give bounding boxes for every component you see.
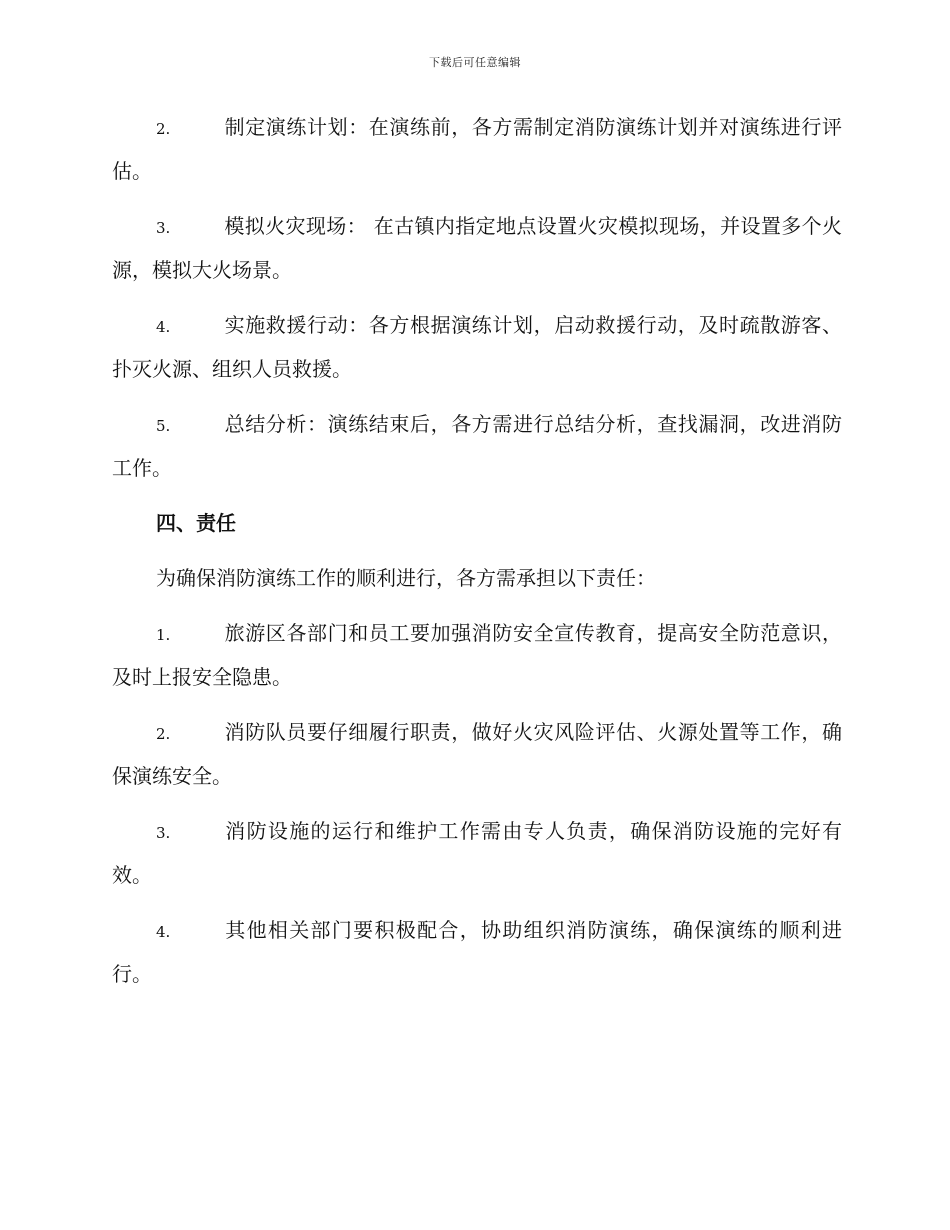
list-text: 制定演练计划：在演练前，各方需制定消防演练计划并对演练进行评估。 [112, 115, 842, 183]
list-text: 消防设施的运行和维护工作需由专人负责，确保消防设施的完好有效。 [112, 819, 842, 887]
list-text: 实施救援行动：各方根据演练计划，启动救援行动，及时疏散游客、扑灭火源、组织人员救援。 [112, 313, 842, 381]
list-number: 2. [156, 725, 171, 743]
list-item [112, 106, 842, 192]
list-number: 5. [156, 417, 171, 435]
list-number: 4. [156, 923, 171, 941]
list-number: 2. [156, 120, 171, 138]
document-body [112, 106, 842, 1008]
list-item [112, 403, 842, 489]
list-item [112, 304, 842, 390]
list-item [112, 810, 842, 896]
list-item [112, 205, 842, 291]
list-text: 消防队员要仔细履行职责，做好火灾风险评估、火源处置等工作，确保演练安全。 [112, 720, 842, 788]
list-number: 3. [156, 824, 171, 842]
list-number: 4. [156, 318, 171, 336]
list-number: 3. [156, 219, 171, 237]
page-header: 下载后可任意编辑 [429, 56, 521, 69]
list-item [112, 909, 842, 995]
list-text: 其他相关部门要积极配合，协助组织消防演练，确保演练的顺利进行。 [112, 918, 842, 986]
list-text: 模拟火灾现场： 在古镇内指定地点设置火灾模拟现场，并设置多个火源，模拟大火场景。 [112, 214, 842, 282]
list-item [112, 711, 842, 797]
intro-paragraph: 为确保消防演练工作的顺利进行，各方需承担以下责任： [156, 566, 656, 590]
list-number: 1. [156, 626, 171, 644]
list-item [112, 612, 842, 698]
list-text: 旅游区各部门和员工要加强消防安全宣传教育，提高安全防范意识，及时上报安全隐患。 [112, 621, 842, 689]
list-text: 总结分析：演练结束后，各方需进行总结分析，查找漏洞，改进消防工作。 [112, 412, 842, 480]
section-heading: 四、责任 [156, 511, 236, 535]
